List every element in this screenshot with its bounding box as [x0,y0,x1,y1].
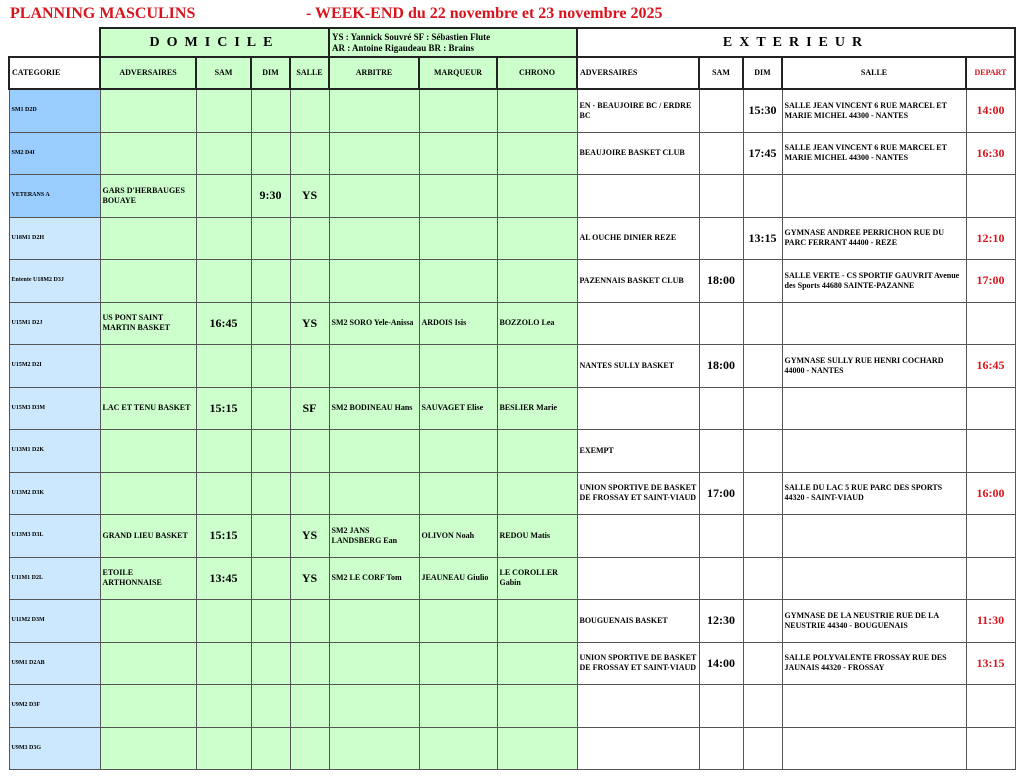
home-arbitre-cell [329,642,419,685]
home-arbitre-cell: SM2 SORO Yele-Anissa [329,302,419,345]
page-title: PLANNING MASCULINS [10,5,196,22]
home-sam-cell [196,430,251,473]
home-sam-cell [196,217,251,260]
away-adversaires-cell [577,175,699,218]
away-dim-cell [743,557,782,600]
away-dim-cell [743,472,782,515]
away-salle-cell [782,302,966,345]
away-salle-cell: GYMNASE ANDREE PERRICHON RUE DU PARC FERRANT 44400 - REZE [782,217,966,260]
column-header-away-depart: DEPART [966,57,1015,89]
away-depart-cell [966,430,1015,473]
away-sam-cell: 12:30 [699,600,743,643]
home-adversaires-cell [100,345,196,388]
away-depart-cell [966,302,1015,345]
home-chrono-cell [497,132,577,175]
home-marqueur-cell: OLIVON Noah [419,515,497,558]
home-dim-cell [251,557,290,600]
away-adversaires-cell: BEAUJOIRE BASKET CLUB [577,132,699,175]
away-adversaires-cell: PAZENNAIS BASKET CLUB [577,260,699,303]
home-dim-cell [251,302,290,345]
category-cell: U9M1 D2AB [9,642,100,685]
away-adversaires-cell: EN - BEAUJOIRE BC / ERDRE BC [577,89,699,132]
home-adversaires-cell: ETOILE ARTHONNAISE [100,557,196,600]
home-salle-cell: YS [290,557,329,600]
home-arbitre-cell [329,217,419,260]
away-dim-cell [743,642,782,685]
home-arbitre-cell: SM2 JANS LANDSBERG Ean [329,515,419,558]
away-depart-cell [966,557,1015,600]
home-sam-cell [196,642,251,685]
home-dim-cell: 9:30 [251,175,290,218]
table-row [9,387,1015,430]
away-sam-cell [699,175,743,218]
away-salle-cell: SALLE POLYVALENTE FROSSAY RUE DES JAUNAIS 44320 - FROSSAY [782,642,966,685]
home-salle-cell [290,132,329,175]
category-cell: VETERANS A [9,175,100,218]
away-salle-cell [782,175,966,218]
home-adversaires-cell: US PONT SAINT MARTIN BASKET [100,302,196,345]
home-chrono-cell [497,217,577,260]
home-salle-cell [290,600,329,643]
column-header-home-adversaires: ADVERSAIRES [100,57,196,89]
away-adversaires-cell: UNION SPORTIVE DE BASKET DE FROSSAY ET SAINT-VIAUD [577,642,699,685]
home-sam-cell [196,345,251,388]
away-adversaires-cell: NANTES SULLY BASKET [577,345,699,388]
away-depart-cell [966,515,1015,558]
home-header: DOMICILE [100,28,329,57]
home-marqueur-cell: SAUVAGET Elise [419,387,497,430]
category-cell: U9M2 D3F [9,685,100,728]
home-chrono-cell [497,472,577,515]
away-salle-cell: SALLE JEAN VINCENT 6 RUE MARCEL ET MARIE MICHEL 44300 - NANTES [782,132,966,175]
away-sam-cell [699,515,743,558]
away-adversaires-cell [577,387,699,430]
legend-line: AR : Antoine Rigaudeau BR : Brains [332,42,475,53]
table-row [9,600,1015,643]
home-arbitre-cell [329,727,419,770]
category-cell: U18M1 D2H [9,217,100,260]
home-marqueur-cell [419,600,497,643]
away-depart-cell: 16:45 [966,345,1015,388]
category-cell: SM1 D2D [9,89,100,132]
home-chrono-cell [497,642,577,685]
category-cell: U13M3 D3L [9,515,100,558]
home-adversaires-cell [100,727,196,770]
away-sam-cell [699,132,743,175]
away-salle-cell [782,557,966,600]
home-adversaires-cell [100,430,196,473]
away-depart-cell: 13:15 [966,642,1015,685]
away-depart-cell: 16:30 [966,132,1015,175]
away-adversaires-cell [577,515,699,558]
home-chrono-cell: LE COROLLER Gabin [497,557,577,600]
legend-line: YS : Yannick Souvré SF : Sébastien Flute [332,32,491,43]
away-dim-cell: 15:30 [743,89,782,132]
home-arbitre-cell [329,430,419,473]
home-dim-cell [251,515,290,558]
home-adversaires-cell: GRAND LIEU BASKET [100,515,196,558]
home-salle-cell [290,345,329,388]
away-dim-cell [743,727,782,770]
table-row [9,89,1015,132]
away-depart-cell [966,685,1015,728]
away-dim-cell [743,685,782,728]
home-dim-cell [251,472,290,515]
away-adversaires-cell [577,302,699,345]
table-row [9,515,1015,558]
home-sam-cell [196,472,251,515]
column-header-home-arbitre: ARBITRE [329,57,419,89]
column-header-home-sam: SAM [196,57,251,89]
away-adversaires-cell: EXEMPT [577,430,699,473]
referee-legend [329,28,577,57]
away-adversaires-cell: AL OUCHE DINIER REZE [577,217,699,260]
away-depart-cell [966,175,1015,218]
home-salle-cell [290,217,329,260]
away-header: EXTERIEUR [577,28,1015,57]
away-depart-cell: 17:00 [966,260,1015,303]
away-salle-cell [782,387,966,430]
column-header-home-marqueur: MARQUEUR [419,57,497,89]
away-sam-cell [699,217,743,260]
away-sam-cell [699,89,743,132]
table-row [9,472,1015,515]
column-header-away-adversaires: ADVERSAIRES [577,57,699,89]
table-row [9,557,1015,600]
home-adversaires-cell: LAC ET TENU BASKET [100,387,196,430]
away-dim-cell [743,345,782,388]
home-arbitre-cell [329,472,419,515]
away-salle-cell: SALLE JEAN VINCENT 6 RUE MARCEL ET MARIE MICHEL 44300 - NANTES [782,89,966,132]
home-chrono-cell [497,175,577,218]
table-row [9,345,1015,388]
away-dim-cell [743,260,782,303]
table-row [9,642,1015,685]
away-dim-cell: 13:15 [743,217,782,260]
home-sam-cell: 15:15 [196,387,251,430]
home-arbitre-cell [329,600,419,643]
home-sam-cell [196,685,251,728]
table-row [9,260,1015,303]
home-adversaires-cell [100,685,196,728]
column-header-away-salle: SALLE [782,57,966,89]
table-row [9,175,1015,218]
category-cell: U9M3 D3G [9,727,100,770]
away-salle-cell: SALLE DU LAC 5 RUE PARC DES SPORTS 44320 - SAINT-VIAUD [782,472,966,515]
away-salle-cell: GYMNASE SULLY RUE HENRI COCHARD 44000 - NANTES [782,345,966,388]
home-marqueur-cell [419,345,497,388]
home-sam-cell [196,132,251,175]
away-depart-cell: 12:10 [966,217,1015,260]
table-row [9,217,1015,260]
away-adversaires-cell: BOUGUENAIS BASKET [577,600,699,643]
home-sam-cell [196,260,251,303]
column-header-categorie: CATEGORIE [9,57,100,89]
home-dim-cell [251,260,290,303]
home-sam-cell: 16:45 [196,302,251,345]
home-dim-cell [251,132,290,175]
away-depart-cell: 11:30 [966,600,1015,643]
away-dim-cell: 17:45 [743,132,782,175]
home-marqueur-cell: ARDOIS Isis [419,302,497,345]
category-cell: U15M3 D3M [9,387,100,430]
home-adversaires-cell [100,217,196,260]
away-salle-cell [782,430,966,473]
home-chrono-cell [497,260,577,303]
away-dim-cell [743,430,782,473]
home-marqueur-cell [419,89,497,132]
category-cell: U11M1 D2L [9,557,100,600]
away-sam-cell: 17:00 [699,472,743,515]
away-sam-cell [699,557,743,600]
away-depart-cell [966,727,1015,770]
home-marqueur-cell [419,727,497,770]
home-dim-cell [251,345,290,388]
home-arbitre-cell [329,685,419,728]
home-adversaires-cell [100,600,196,643]
home-chrono-cell [497,89,577,132]
away-adversaires-cell [577,685,699,728]
home-marqueur-cell: JEAUNEAU Giulio [419,557,497,600]
home-chrono-cell: BOZZOLO Lea [497,302,577,345]
category-cell: U15M2 D2I [9,345,100,388]
home-adversaires-cell [100,472,196,515]
column-header-away-sam: SAM [699,57,743,89]
home-chrono-cell [497,345,577,388]
home-salle-cell [290,727,329,770]
home-arbitre-cell [329,345,419,388]
table-row [9,132,1015,175]
away-salle-cell [782,515,966,558]
home-dim-cell [251,642,290,685]
home-marqueur-cell [419,175,497,218]
home-dim-cell [251,430,290,473]
away-salle-cell: GYMNASE DE LA NEUSTRIE RUE DE LA NEUSTRIE 44340 - BOUGUENAIS [782,600,966,643]
away-adversaires-cell [577,557,699,600]
home-arbitre-cell [329,132,419,175]
home-arbitre-cell: SM2 LE CORF Tom [329,557,419,600]
home-marqueur-cell [419,472,497,515]
category-cell: U13M1 D2K [9,430,100,473]
home-arbitre-cell [329,175,419,218]
home-marqueur-cell [419,132,497,175]
home-chrono-cell: REDOU Matis [497,515,577,558]
away-sam-cell [699,302,743,345]
home-adversaires-cell [100,260,196,303]
home-adversaires-cell [100,89,196,132]
home-chrono-cell [497,430,577,473]
table-row [9,727,1015,770]
home-chrono-cell: BESLIER Marie [497,387,577,430]
category-cell: U11M2 D3M [9,600,100,643]
home-sam-cell: 13:45 [196,557,251,600]
home-salle-cell: YS [290,302,329,345]
away-dim-cell [743,600,782,643]
home-dim-cell [251,600,290,643]
home-dim-cell [251,217,290,260]
away-depart-cell [966,387,1015,430]
table-row [9,685,1015,728]
home-adversaires-cell [100,132,196,175]
home-chrono-cell [497,727,577,770]
home-adversaires-cell: GARS D'HERBAUGES BOUAYE [100,175,196,218]
away-depart-cell: 14:00 [966,89,1015,132]
home-sam-cell [196,175,251,218]
home-sam-cell [196,727,251,770]
home-sam-cell: 15:15 [196,515,251,558]
away-salle-cell: SALLE VERTE - CS SPORTIF GAUVRIT Avenue des Sports 44680 SAINTE-PAZANNE [782,260,966,303]
home-salle-cell: SF [290,387,329,430]
home-dim-cell [251,89,290,132]
planning-table [8,27,1016,770]
away-sam-cell: 14:00 [699,642,743,685]
column-header-away-dim: DIM [743,57,782,89]
home-arbitre-cell [329,89,419,132]
home-marqueur-cell [419,685,497,728]
home-salle-cell: YS [290,175,329,218]
home-salle-cell: YS [290,515,329,558]
away-dim-cell [743,387,782,430]
away-adversaires-cell [577,727,699,770]
home-salle-cell [290,472,329,515]
away-dim-cell [743,515,782,558]
category-cell: Entente U18M2 D3J [9,260,100,303]
away-dim-cell [743,175,782,218]
category-cell: U15M1 D2J [9,302,100,345]
away-dim-cell [743,302,782,345]
home-sam-cell [196,89,251,132]
column-header-home-salle: SALLE [290,57,329,89]
away-salle-cell [782,685,966,728]
home-adversaires-cell [100,642,196,685]
away-adversaires-cell: UNION SPORTIVE DE BASKET DE FROSSAY ET SAINT-VIAUD [577,472,699,515]
home-marqueur-cell [419,260,497,303]
empty-corner [9,28,100,57]
column-header-home-dim: DIM [251,57,290,89]
home-chrono-cell [497,600,577,643]
home-dim-cell [251,727,290,770]
home-marqueur-cell [419,430,497,473]
category-cell: U13M2 D3K [9,472,100,515]
table-row [9,302,1015,345]
home-arbitre-cell [329,260,419,303]
column-header-home-chrono: CHRONO [497,57,577,89]
home-salle-cell [290,260,329,303]
away-depart-cell: 16:00 [966,472,1015,515]
home-dim-cell [251,387,290,430]
home-salle-cell [290,642,329,685]
away-sam-cell [699,387,743,430]
home-salle-cell [290,430,329,473]
home-marqueur-cell [419,642,497,685]
table-row [9,430,1015,473]
away-sam-cell: 18:00 [699,260,743,303]
away-salle-cell [782,727,966,770]
category-cell: SM2 D4I [9,132,100,175]
home-arbitre-cell: SM2 BODINEAU Hans [329,387,419,430]
home-sam-cell [196,600,251,643]
away-sam-cell: 18:00 [699,345,743,388]
home-salle-cell [290,685,329,728]
away-sam-cell [699,430,743,473]
away-sam-cell [699,685,743,728]
away-sam-cell [699,727,743,770]
home-salle-cell [290,89,329,132]
home-dim-cell [251,685,290,728]
home-chrono-cell [497,685,577,728]
home-marqueur-cell [419,217,497,260]
page-subtitle: - WEEK-END du 22 novembre et 23 novembre 2025 [306,5,663,22]
